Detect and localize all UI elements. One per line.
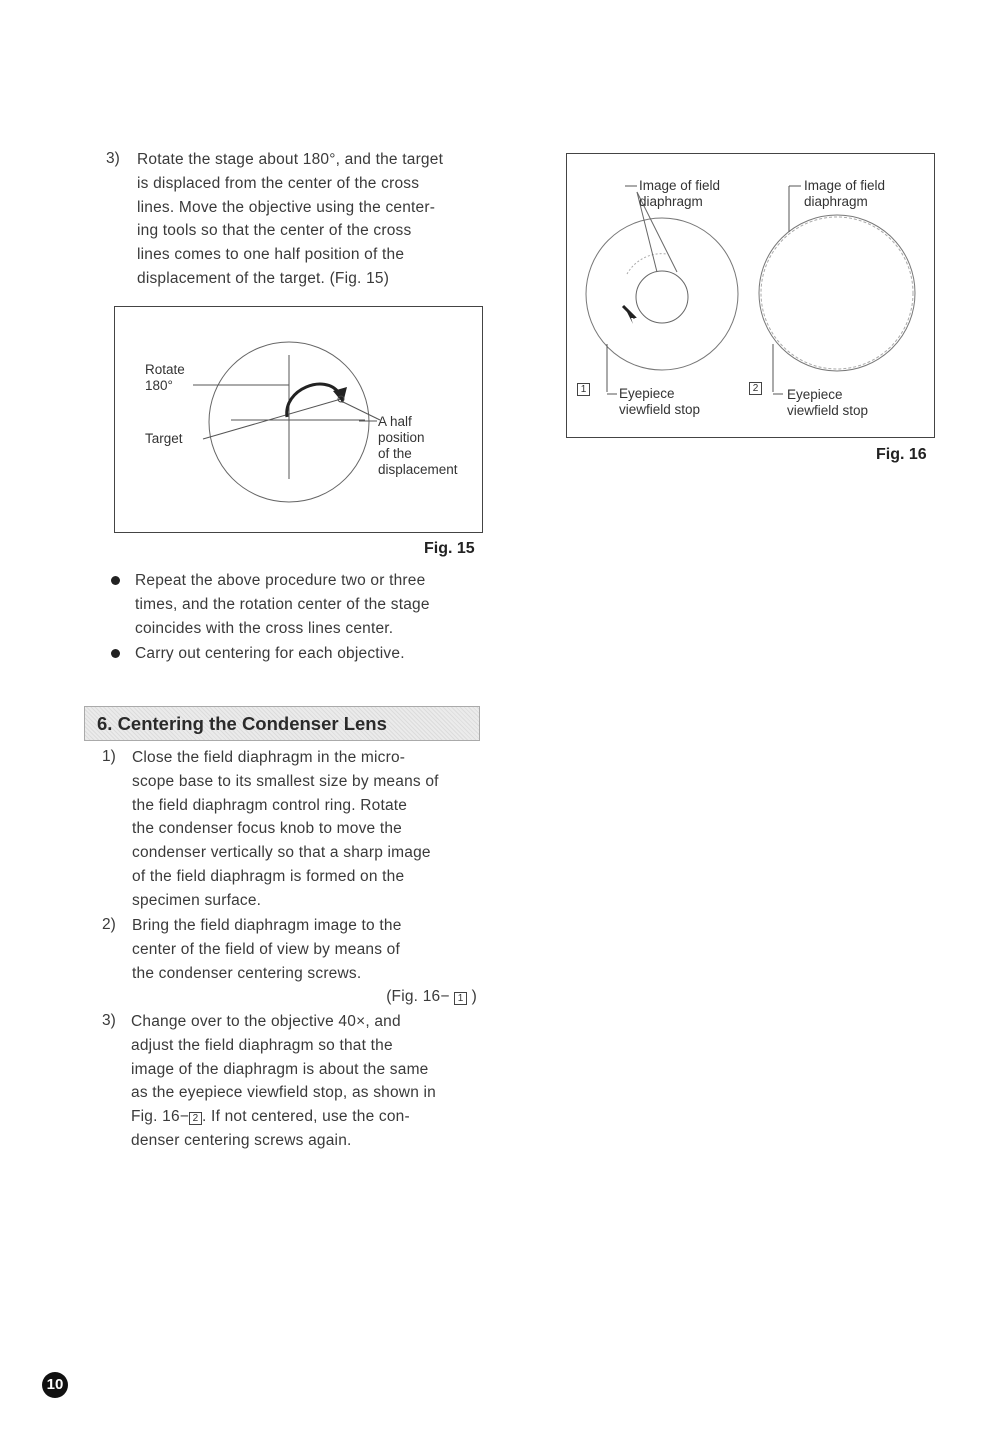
step-3-paragraph-bottom bbox=[131, 1010, 479, 1153]
box-number-1: 1 bbox=[454, 992, 467, 1005]
text-line: position bbox=[378, 430, 425, 445]
target-leader bbox=[203, 399, 341, 439]
text-line: ing tools so that the center of the cross bbox=[137, 222, 412, 240]
figure-reference-prefix: Fig. 16− bbox=[131, 1108, 190, 1126]
text-line bbox=[131, 1105, 479, 1129]
bullet-item bbox=[135, 569, 481, 640]
text-line: diaphragm bbox=[639, 194, 703, 209]
figure-16 bbox=[566, 153, 935, 438]
eyepiece-viewfield-stop-2 bbox=[759, 215, 915, 371]
text-line: Close the field diaphragm in the micro- bbox=[132, 749, 406, 766]
box-number-1: 1 bbox=[577, 383, 590, 396]
section-heading bbox=[84, 706, 480, 741]
text-line: the field diaphragm control ring. Rotate bbox=[132, 796, 408, 814]
text-line: times, and the rotation center of the stage bbox=[135, 595, 430, 613]
text-line: condenser vertically so that a sharp image bbox=[132, 844, 431, 862]
step-1-paragraph bbox=[132, 746, 479, 913]
text-line: image of the diaphragm is about the same bbox=[131, 1060, 429, 1078]
text-line: viewfield stop bbox=[787, 403, 869, 418]
text-line: of the bbox=[378, 446, 412, 461]
image-of-field-diaphragm-label-2 bbox=[804, 178, 885, 210]
text-line: is displaced from the center of the cross bbox=[137, 174, 420, 192]
text-line: lines comes to one half position of the bbox=[137, 246, 405, 264]
text-line: Image of field bbox=[804, 178, 886, 193]
text-line: Change over to the objective 40×, and bbox=[131, 1013, 401, 1030]
figure-reference-suffix: ) bbox=[471, 988, 477, 1006]
text-line: Rotate the stage about 180°, and the target bbox=[137, 151, 444, 168]
text-fragment: . If not centered, use the con- bbox=[202, 1108, 410, 1126]
rotate-label: Rotate bbox=[145, 362, 185, 377]
step-number: 2) bbox=[102, 916, 116, 933]
text-line: the condenser focus knob to move the bbox=[132, 820, 403, 838]
bullet-icon bbox=[111, 576, 120, 585]
text-line: the condenser centering screws. bbox=[132, 964, 362, 982]
page-number: 10 bbox=[42, 1372, 68, 1398]
bullet-icon bbox=[111, 649, 120, 658]
target-label: Target bbox=[145, 431, 183, 446]
text-line: denser centering screws again. bbox=[131, 1131, 352, 1149]
text-line: Carry out centering for each objective. bbox=[135, 645, 405, 662]
box-number-2: 2 bbox=[189, 1112, 202, 1125]
text-line: displacement bbox=[378, 462, 458, 477]
field-diaphragm-image-2 bbox=[761, 217, 913, 369]
bullet-item bbox=[135, 642, 481, 666]
field-diaphragm-image-1 bbox=[636, 271, 688, 323]
movement-arrow-shaft bbox=[623, 306, 635, 318]
text-line: diaphragm bbox=[804, 194, 868, 209]
text-line: adjust the field diaphragm so that the bbox=[131, 1036, 393, 1054]
text-line: Eyepiece bbox=[787, 387, 843, 402]
text-line: Bring the field diaphragm image to the bbox=[132, 917, 402, 934]
figure-15-caption: Fig. 15 bbox=[424, 540, 475, 557]
text-line: as the eyepiece viewfield stop, as shown in bbox=[131, 1084, 436, 1102]
text-line: of the field diaphragm is formed on the bbox=[132, 867, 405, 885]
box-number-2: 2 bbox=[749, 382, 762, 395]
text-line: A half bbox=[378, 414, 412, 429]
eyepiece-viewfield-stop-label-2 bbox=[787, 387, 868, 419]
step-3-paragraph bbox=[137, 148, 483, 291]
text-line: center of the field of view by means of bbox=[132, 940, 400, 958]
text-line: scope base to its smallest size by means of bbox=[132, 772, 439, 790]
figure-reference bbox=[132, 985, 479, 1009]
rotate-degree-label: 180° bbox=[145, 378, 173, 393]
step-2-paragraph bbox=[132, 914, 479, 1009]
text-line: specimen surface. bbox=[132, 891, 262, 909]
figure-reference-prefix: (Fig. 16− bbox=[386, 988, 450, 1006]
half-position-label bbox=[378, 414, 458, 478]
step-number: 3) bbox=[106, 150, 120, 167]
step-number: 1) bbox=[102, 748, 116, 765]
text-line: viewfield stop bbox=[619, 402, 701, 417]
text-line: displacement of the target. (Fig. 15) bbox=[137, 269, 390, 287]
image-of-field-diaphragm-label-1 bbox=[639, 178, 720, 210]
step-number: 3) bbox=[102, 1012, 116, 1029]
eyepiece-viewfield-stop-1 bbox=[586, 218, 738, 370]
eyepiece-viewfield-stop-label-1 bbox=[619, 386, 700, 418]
figure-16-caption: Fig. 16 bbox=[876, 446, 927, 463]
text-line: Repeat the above procedure two or three bbox=[135, 572, 426, 589]
text-line: lines. Move the objective using the center- bbox=[137, 198, 436, 216]
text-line: coincides with the cross lines center. bbox=[135, 619, 394, 637]
section-title: 6. Centering the Condenser Lens bbox=[97, 713, 387, 734]
text-line: Image of field bbox=[639, 178, 721, 193]
figure-15 bbox=[114, 306, 483, 533]
half-leader bbox=[341, 401, 380, 420]
text-line: Eyepiece bbox=[619, 386, 675, 401]
